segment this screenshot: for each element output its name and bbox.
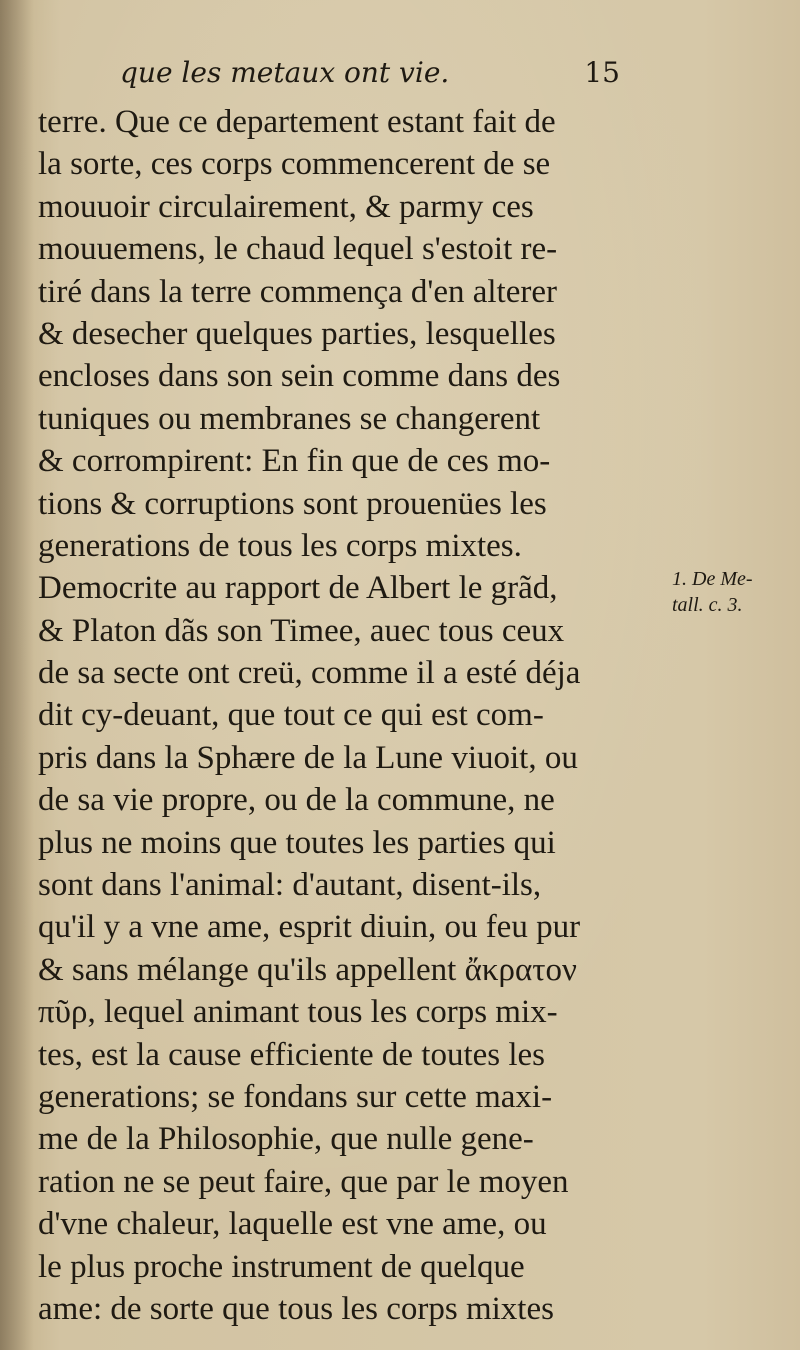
text-line: tuniques ou membranes se changerent xyxy=(38,400,541,437)
page-header xyxy=(120,56,620,96)
text-line: & desecher quelques parties, lesquelles xyxy=(38,315,556,352)
body-text xyxy=(38,101,658,1330)
text-line: ame: de sorte que tous les corps mixtes xyxy=(38,1290,554,1327)
text-line: qu'il y a vne ame, esprit diuin, ou feu pur xyxy=(38,909,581,946)
text-line: ration ne se peut faire, que par le moyen xyxy=(38,1163,569,1200)
text-line: mouuemens, le chaud lequel s'estoit re- xyxy=(38,231,558,268)
text-line: generations; se fondans sur cette maxi- xyxy=(38,1078,553,1115)
running-title: que les metaux ont vie. xyxy=(120,56,450,89)
text-line: la sorte, ces corps commencerent de se xyxy=(38,146,551,183)
text-line: mouuoir circulairement, & parmy ces xyxy=(38,188,534,225)
text-line: tiré dans la terre commença d'en alterer xyxy=(38,273,557,310)
text-line: sont dans l'animal: d'autant, disent-ils, xyxy=(38,867,542,904)
marginal-note-line: tall. c. 3. xyxy=(672,594,743,616)
text-line: encloses dans son sein comme dans des xyxy=(38,358,561,395)
text-line: generations de tous les corps mixtes. xyxy=(38,527,522,564)
text-line: le plus proche instrument de quelque xyxy=(38,1248,525,1285)
text-line: tions & corruptions sont prouenües les xyxy=(38,485,547,522)
text-line: dit cy-deuant, que tout ce qui est com- xyxy=(38,697,544,734)
binding-shadow xyxy=(0,0,34,1350)
text-line: terre. Que ce departement estant fait de xyxy=(38,104,556,140)
text-line: de sa vie propre, ou de la commune, ne xyxy=(38,782,555,819)
text-line: & sans mélange qu'ils appellent ἄκρατον xyxy=(38,951,577,988)
text-line: pris dans la Sphære de la Lune viuoit, ou xyxy=(38,739,578,776)
page-number: 15 xyxy=(584,56,620,89)
text-line: me de la Philosophie, que nulle gene- xyxy=(38,1121,534,1158)
marginal-note xyxy=(672,566,792,618)
text-line: d'vne chaleur, laquelle est vne ame, ou xyxy=(38,1206,547,1243)
text-line: de sa secte ont creü, comme il a esté déja xyxy=(38,655,581,692)
text-line: πῦρ, lequel animant tous les corps mix- xyxy=(38,994,558,1031)
text-line: tes, est la cause efficiente de toutes les xyxy=(38,1036,546,1073)
text-line: Democrite au rapport de Albert le grãd, xyxy=(38,570,558,607)
marginal-note-line: 1. De Me- xyxy=(672,568,753,590)
text-line: & corrompirent: En fin que de ces mo- xyxy=(38,443,551,480)
text-line: plus ne moins que toutes les parties qui xyxy=(38,824,556,861)
text-line: & Platon dãs son Timee, auec tous ceux xyxy=(38,612,565,649)
